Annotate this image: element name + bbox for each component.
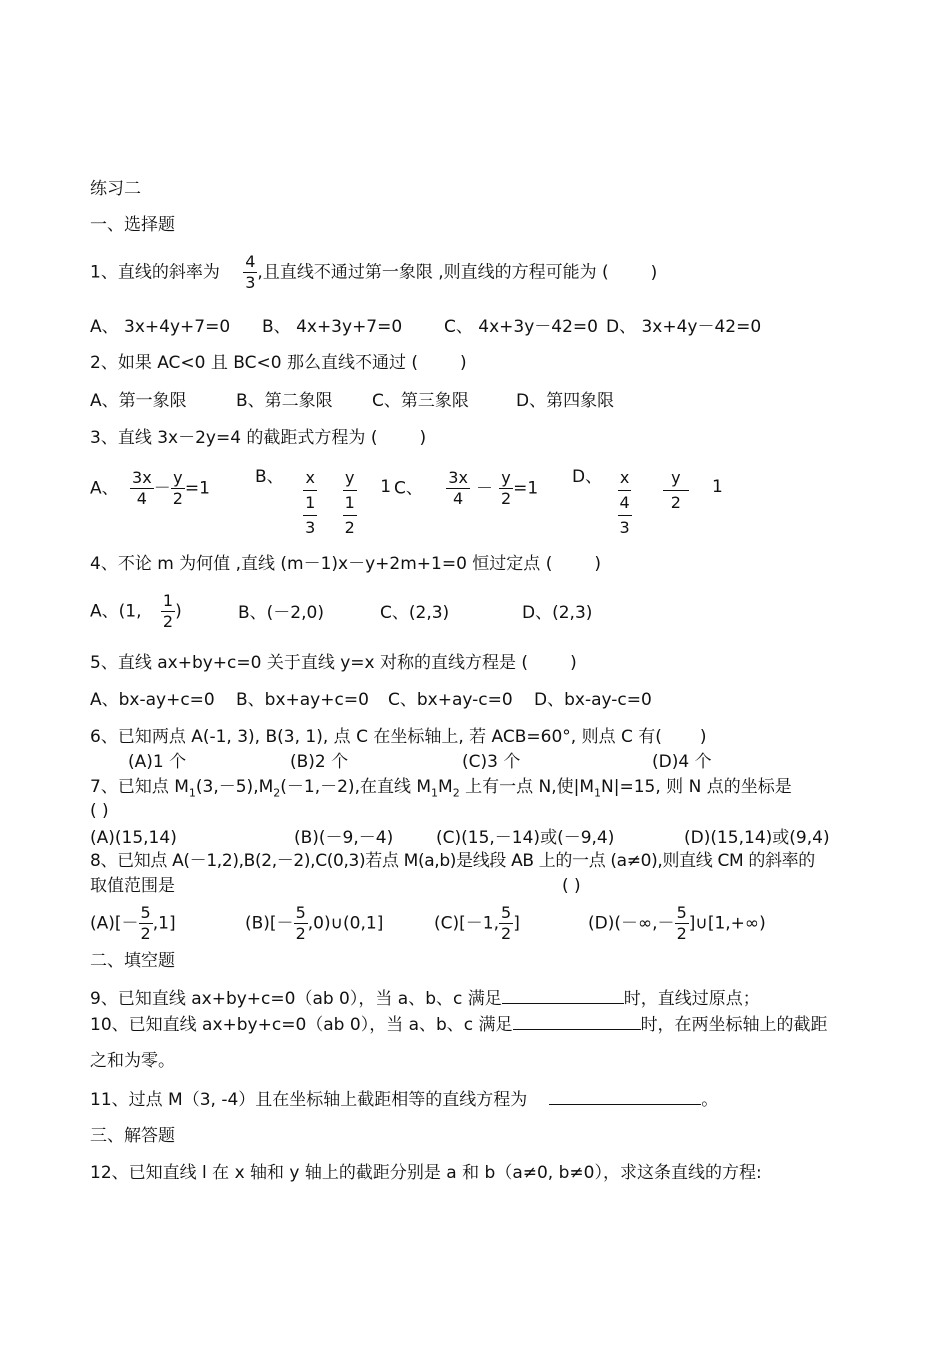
- option-prefix: (A)[－: [90, 913, 139, 934]
- question-3-stem: 3、直线 3x－2y=4 的截距式方程为 (: [90, 428, 378, 448]
- question-9: [90, 987, 760, 1010]
- fraction: [130, 468, 154, 509]
- fraction: [171, 468, 185, 509]
- question-2-stem: 2、如果 AC<0 且 BC<0 那么直线不通过 (: [90, 353, 419, 373]
- right-side: 1: [711, 477, 723, 497]
- option-c: C、(2,3): [380, 603, 450, 623]
- question-12: 12、已知直线 l 在 x 轴和 y 轴上的截距分别是 a 和 b（a≠0, b≠0），求这条直线的方程:: [90, 1163, 762, 1183]
- compound-fraction: [618, 466, 632, 540]
- subscript: 1: [594, 786, 602, 800]
- question-9-stem: 9、已知直线 ax+by+c=0（ab 0），当 a、b、c 满足: [90, 989, 502, 1009]
- question-1: [90, 252, 657, 293]
- question-3: [90, 427, 426, 449]
- question-11-stem: 11、过点 M（3, -4）且在坐标轴上截距相等的直线方程为: [90, 1090, 528, 1110]
- numerator: y: [663, 466, 688, 491]
- option-c: (C)(15,－14)或(－9,4): [436, 828, 615, 848]
- question-11-tail: 。: [701, 1090, 719, 1110]
- question-2: [90, 352, 467, 374]
- question-7: [90, 776, 792, 804]
- denominator: 2: [670, 493, 681, 512]
- subscript: 2: [452, 786, 460, 800]
- numerator: 4: [245, 252, 256, 271]
- denominator: 4: [453, 489, 464, 508]
- option-suffix: ,0)∪(0,1]: [307, 913, 384, 934]
- option-prefix: (C)[－1,: [434, 913, 499, 934]
- text-run: 7、已知点 M: [90, 777, 189, 797]
- option-a: (A)(15,14): [90, 828, 177, 848]
- answer-paren: ): [570, 653, 577, 673]
- option-d: [572, 466, 723, 540]
- text-run: (－1,－2),在直线 M: [280, 777, 432, 797]
- fraction: [499, 903, 513, 944]
- option-d: D、 3x+4y－42=0: [606, 317, 762, 337]
- numerator: 3x: [132, 468, 152, 487]
- numerator: y: [173, 468, 183, 487]
- option-suffix: ]∪[1,+∞): [688, 913, 766, 934]
- fraction: [499, 468, 513, 509]
- answer-blank[interactable]: [513, 1013, 641, 1030]
- question-1-stem: 1、直线的斜率为: [90, 262, 220, 283]
- question-11: [90, 1088, 718, 1111]
- option-prefix: (B)[－: [245, 913, 294, 934]
- question-1-stem-tail: ,且直线不通过第一象限 ,则直线的方程可能为 (: [257, 262, 609, 283]
- option-a: (A)1 个: [128, 752, 187, 772]
- denominator: 2: [162, 612, 174, 631]
- question-5: [90, 652, 577, 674]
- text-run: 上有一点 N,使|M: [459, 777, 595, 797]
- option-prefix: (D)(－∞,－: [588, 913, 675, 934]
- option-b: B、 4x+3y+7=0: [262, 317, 403, 337]
- minus-sign: －: [475, 478, 493, 499]
- numerator: 3x: [448, 468, 468, 487]
- option-c: (C)3 个: [462, 752, 521, 772]
- option-a-prefix: A、(1,: [90, 601, 142, 622]
- question-5-stem: 5、直线 ax+by+c=0 关于直线 y=x 对称的直线方程是 (: [90, 653, 529, 673]
- answer-paren: ): [699, 727, 707, 747]
- answer-paren: ( ): [90, 801, 109, 821]
- denominator-numerator: 4: [618, 491, 632, 516]
- question-6: [90, 726, 707, 748]
- option-label: D、: [572, 467, 603, 487]
- denominator-denominator: 2: [344, 518, 355, 537]
- numerator: 5: [676, 903, 687, 922]
- option-b: [245, 903, 383, 944]
- option-d: [588, 903, 766, 944]
- option-a: A、bx-ay+c=0: [90, 690, 215, 710]
- option-c: [434, 903, 520, 944]
- denominator: 2: [295, 924, 306, 943]
- answer-paren: ): [594, 554, 601, 574]
- question-10-tail: 时，在两坐标轴上的截距: [640, 1015, 828, 1035]
- denominator-numerator: 1: [343, 491, 357, 516]
- denominator: 2: [140, 924, 151, 943]
- text-run: (3,－5),M: [195, 777, 274, 797]
- option-b: B、第二象限: [236, 391, 333, 411]
- denominator: 2: [172, 489, 183, 508]
- section-heading-choice: 一、选择题: [90, 215, 175, 235]
- option-suffix: ]: [513, 913, 520, 934]
- answer-paren: ): [419, 428, 427, 448]
- fraction: [446, 468, 470, 509]
- option-a: A、 3x+4y+7=0: [90, 317, 231, 337]
- option-d: D、(2,3): [522, 603, 593, 623]
- option-c: [394, 468, 538, 509]
- numerator: 1: [162, 591, 174, 610]
- question-10-continued: 之和为零。: [90, 1051, 175, 1071]
- option-label: B、: [255, 467, 284, 487]
- denominator-denominator: 3: [305, 518, 316, 537]
- denominator: 2: [676, 924, 687, 943]
- question-10: [90, 1013, 828, 1036]
- question-8-stem: 8、已知点 A(－1,2),B(2,－2),C(0,3)若点 M(a,b)是线段 AB 上的一点 (a≠0),则直线 CM 的斜率的: [90, 851, 815, 871]
- option-d: D、bx-ay-c=0: [534, 690, 652, 710]
- question-8-stem-continued: 取值范围是: [90, 876, 175, 896]
- question-4-stem: 4、不论 m 为何值 ,直线 (m－1)x－y+2m+1=0 恒过定点 (: [90, 554, 553, 574]
- option-a: [90, 468, 210, 509]
- fraction: [139, 903, 153, 944]
- subscript: 1: [188, 786, 196, 800]
- denominator: 4: [136, 489, 147, 508]
- option-b: (B)2 个: [290, 752, 349, 772]
- option-c: C、第三象限: [372, 391, 469, 411]
- numerator: 5: [295, 903, 306, 922]
- numerator: 5: [501, 903, 512, 922]
- option-label: A、: [90, 478, 119, 499]
- section-heading-answer: 三、解答题: [90, 1126, 175, 1146]
- denominator: 3: [245, 273, 256, 292]
- question-6-stem: 6、已知两点 A(-1, 3), B(3, 1), 点 C 在坐标轴上, 若 ACB=60°, 则点 C 有(: [90, 727, 662, 747]
- subscript: 1: [431, 786, 439, 800]
- option-b: B、bx+ay+c=0: [236, 690, 369, 710]
- denominator: 2: [500, 489, 512, 508]
- option-b: B、(－2,0): [238, 603, 324, 623]
- option-b: [255, 466, 391, 540]
- answer-paren: ( ): [562, 876, 581, 896]
- option-d: (D)4 个: [652, 752, 712, 772]
- option-a: [90, 903, 176, 944]
- numerator: x: [618, 466, 631, 491]
- question-4: [90, 553, 601, 575]
- answer-paren: ): [650, 262, 658, 283]
- option-label: C、: [394, 478, 423, 499]
- fraction: [675, 903, 689, 944]
- option-d: (D)(15,14)或(9,4): [684, 828, 830, 848]
- compound-fraction: [303, 466, 317, 540]
- fraction: [243, 252, 257, 293]
- question-9-tail: 时，直线过原点；: [623, 989, 760, 1009]
- option-d: D、第四象限: [516, 391, 615, 411]
- option-suffix: ,1]: [152, 913, 176, 934]
- question-10-stem: 10、已知直线 ax+by+c=0（ab 0），当 a、b、c 满足: [90, 1015, 513, 1035]
- option-a: [90, 591, 182, 632]
- numerator: 5: [140, 903, 151, 922]
- subscript: 2: [273, 786, 281, 800]
- answer-blank[interactable]: [549, 1088, 701, 1105]
- compound-fraction: [343, 466, 357, 540]
- denominator: 2: [501, 924, 512, 943]
- page-title: 练习二: [90, 179, 141, 199]
- option-b: (B)(－9,－4): [294, 828, 394, 848]
- equals-one: =1: [513, 478, 539, 499]
- numerator: y: [501, 468, 511, 487]
- denominator-numerator: 1: [303, 491, 317, 516]
- answer-paren: ): [460, 353, 467, 373]
- option-a: A、第一象限: [90, 391, 187, 411]
- fraction: [663, 466, 688, 515]
- right-side: 1: [380, 477, 392, 497]
- answer-blank[interactable]: [502, 987, 624, 1004]
- text-run: M: [438, 777, 453, 797]
- option-c: C、bx+ay-c=0: [388, 690, 513, 710]
- denominator-denominator: 3: [619, 518, 630, 537]
- fraction: [161, 591, 175, 632]
- equals-one: =1: [184, 478, 210, 499]
- text-run: N|=15, 则 N 点的坐标是: [601, 777, 792, 797]
- numerator: x: [303, 466, 316, 491]
- minus-sign: －: [153, 478, 171, 499]
- section-heading-fill: 二、填空题: [90, 951, 175, 971]
- numerator: y: [343, 466, 356, 491]
- option-c: C、 4x+3y－42=0: [444, 317, 598, 337]
- option-a-suffix: ): [175, 601, 182, 622]
- fraction: [294, 903, 308, 944]
